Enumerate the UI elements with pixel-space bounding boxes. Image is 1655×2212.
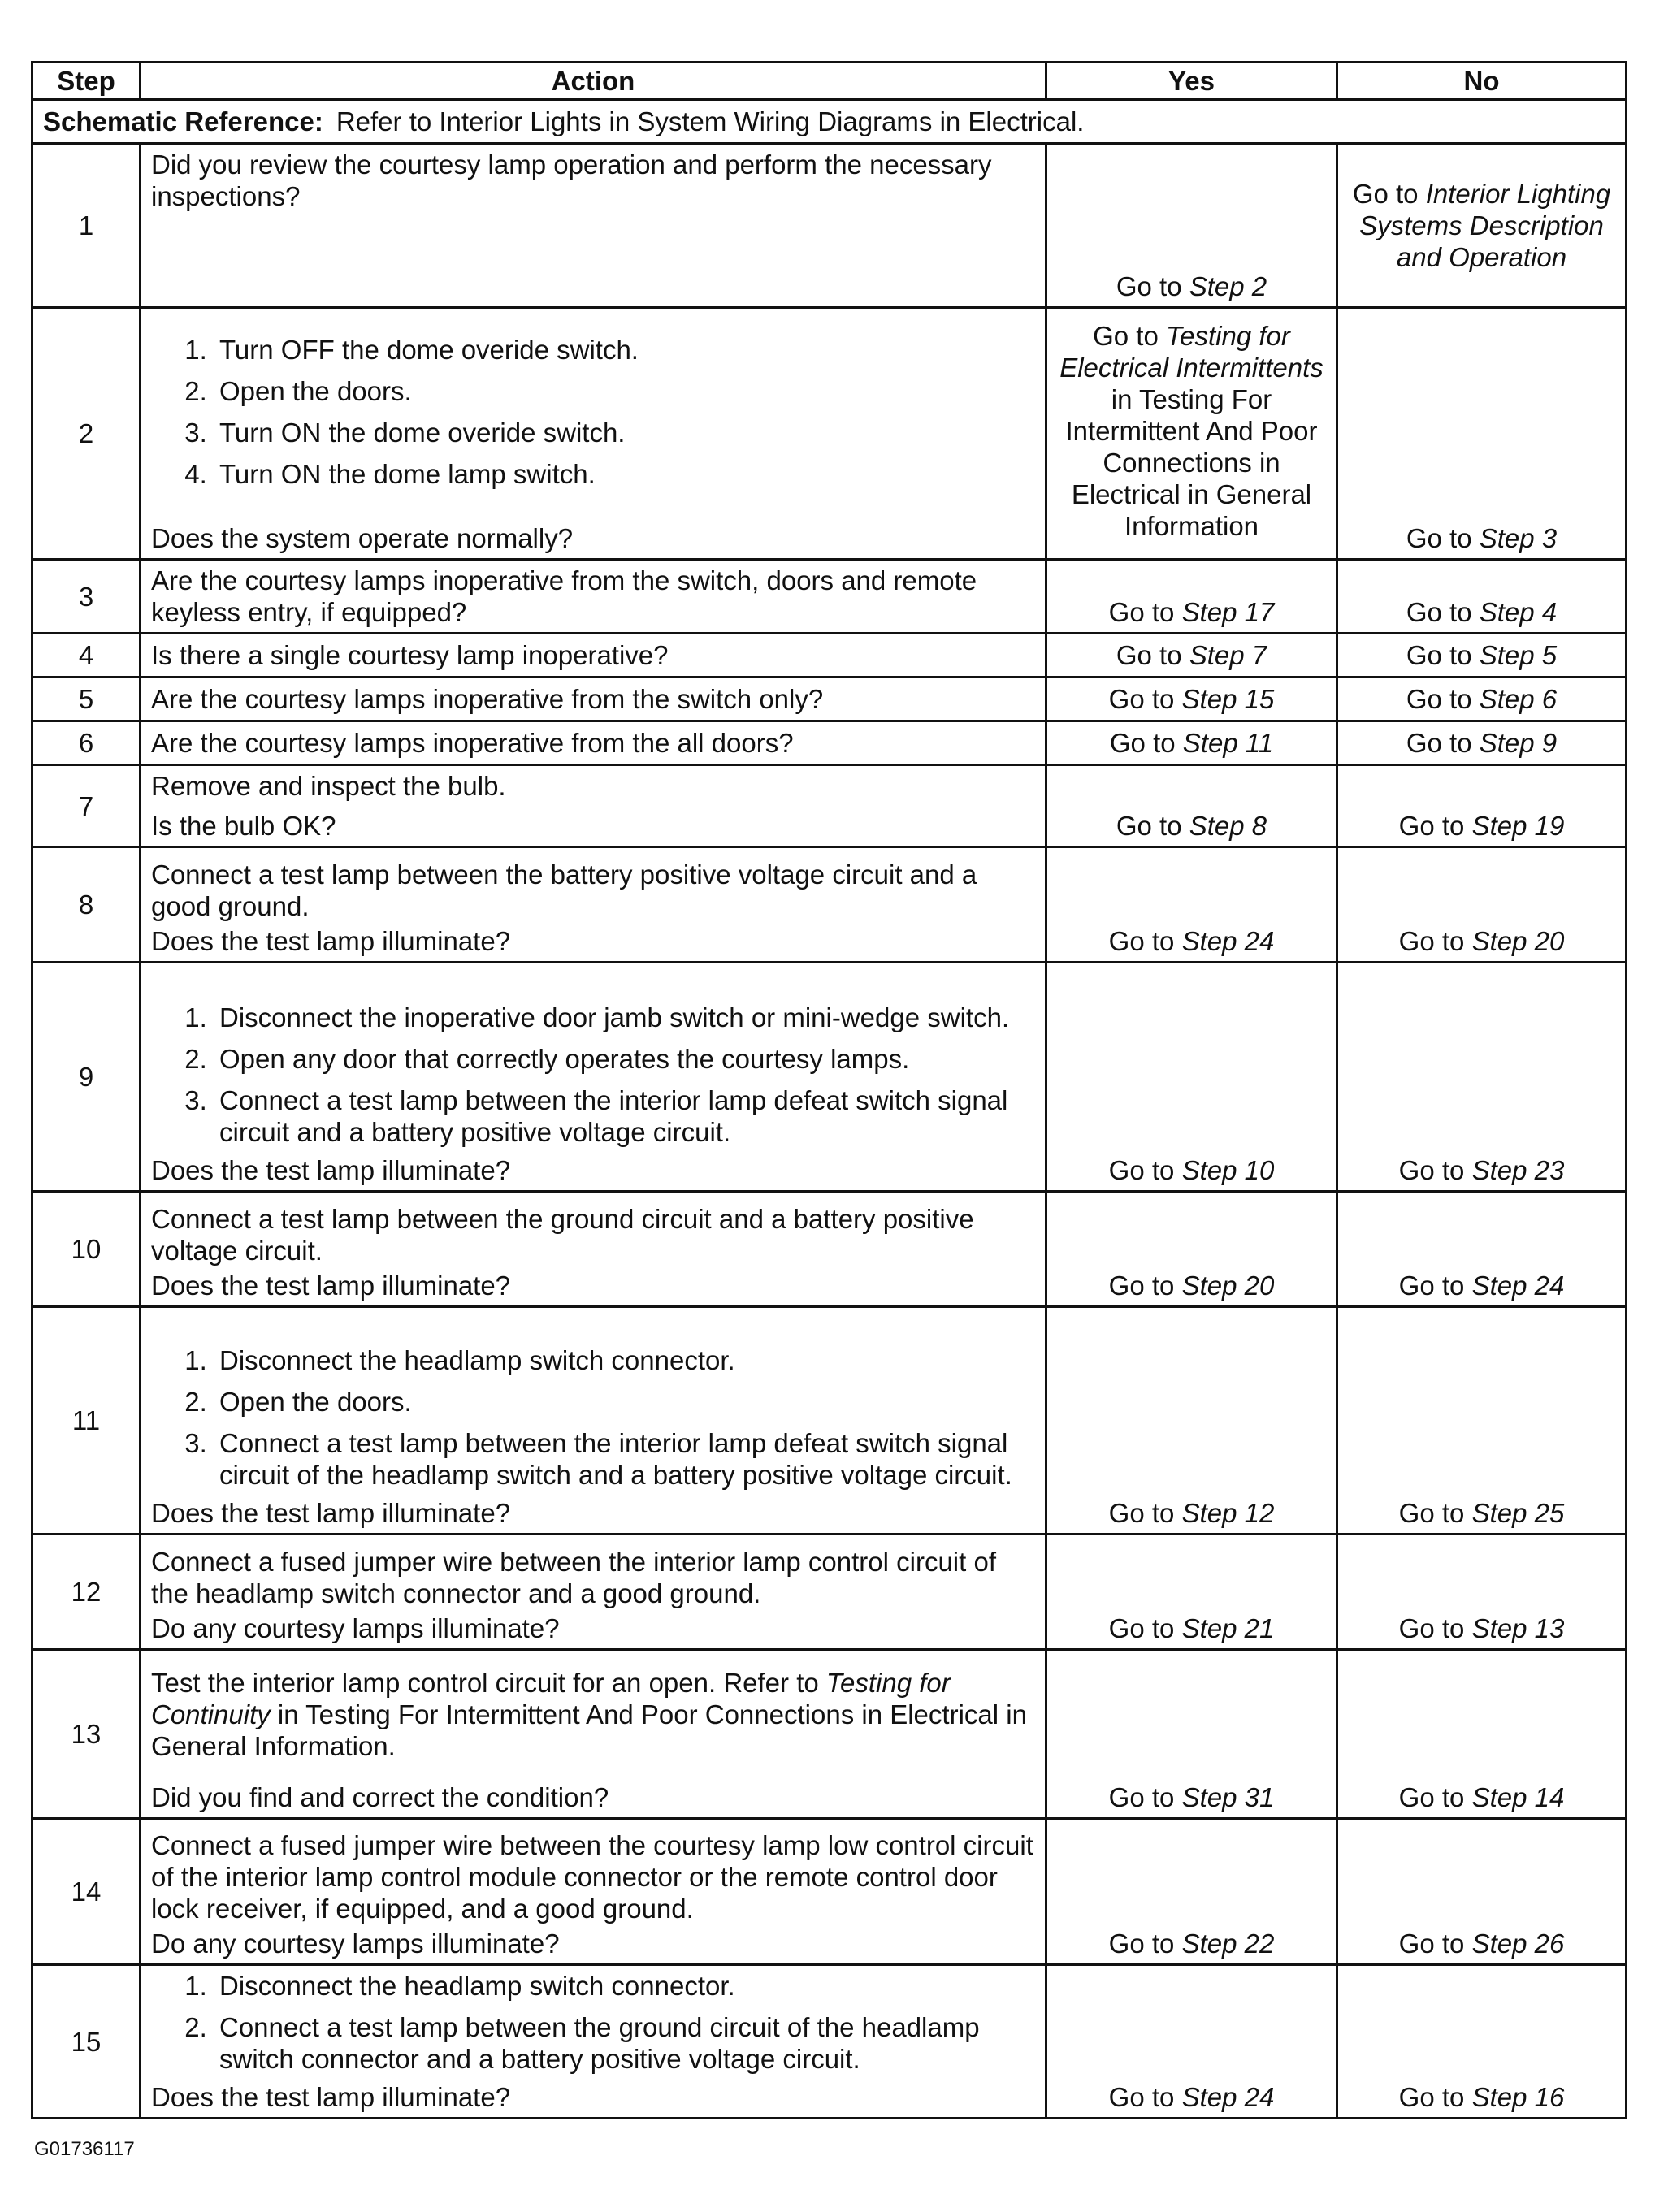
instruction-text: Connect a fused jumper wire between the courtesy lamp low control circuit of the interior lamp control module connector or the remote control door lock receiver, if equipped, and a good ground. [151, 1830, 1033, 1924]
no-cell [1337, 721, 1627, 765]
yes-ref: Step 17 [1181, 597, 1275, 627]
yes-ref: Step 22 [1181, 1928, 1275, 1959]
list-item: 2. Open the doors. [214, 1386, 1035, 1418]
schematic-reference [32, 100, 1627, 144]
action-cell [141, 560, 1046, 634]
action-cell [141, 308, 1046, 560]
yes-ref: Step 2 [1189, 271, 1267, 301]
no-cell [1337, 1819, 1627, 1965]
action-cell [141, 1819, 1046, 1965]
table-row [32, 1819, 1627, 1965]
list-item: 3. Connect a test lamp between the interior lamp defeat switch signal circuit and a battery positive voltage circuit. [214, 1084, 1035, 1148]
procedure-list [151, 1002, 1035, 1148]
no-ref: Step 25 [1471, 1498, 1565, 1528]
question-text: Did you find and correct the condition? [151, 1782, 609, 1812]
yes-cell [1046, 1535, 1337, 1650]
action-cell [141, 677, 1046, 721]
table-row [32, 1650, 1627, 1819]
step-number: 10 [32, 1192, 141, 1307]
table-row [32, 1307, 1627, 1535]
list-item: 3. Turn ON the dome overide switch. [214, 417, 1035, 448]
yes-ref: Step 11 [1182, 728, 1274, 758]
no-ref: Interior Lighting Systems Description and Operation [1359, 179, 1611, 272]
no-ref: Step 13 [1471, 1613, 1565, 1643]
no-prefix: Go to [1398, 1498, 1465, 1528]
step-number: 4 [32, 634, 141, 677]
no-cell [1337, 634, 1627, 677]
yes-prefix: Go to [1108, 1498, 1175, 1528]
question-text: Does the test lamp illuminate? [151, 2082, 511, 2112]
procedure-list [151, 1970, 1035, 2075]
figure-id: G01736117 [34, 2138, 135, 2160]
step-number: 12 [32, 1535, 141, 1650]
question-text: Does the test lamp illuminate? [151, 1270, 511, 1301]
no-prefix: Go to [1406, 684, 1472, 714]
yes-ref: Step 7 [1189, 640, 1267, 670]
instruction-text: Connect a test lamp between the battery positive voltage circuit and a good ground. [151, 859, 977, 921]
step-number: 8 [32, 847, 141, 963]
list-item: 1. Turn OFF the dome overide switch. [214, 334, 1035, 366]
no-prefix: Go to [1398, 1613, 1465, 1643]
action-cell [141, 963, 1046, 1192]
no-ref: Step 20 [1471, 926, 1565, 956]
action-cell [141, 144, 1046, 308]
action-cell [141, 1965, 1046, 2119]
yes-cell [1046, 1650, 1337, 1819]
table-row [32, 1192, 1627, 1307]
diagnostic-table [31, 61, 1627, 2119]
no-prefix: Go to [1406, 640, 1472, 670]
action-cell [141, 847, 1046, 963]
yes-cell [1046, 1307, 1337, 1535]
yes-suffix: in Testing For Intermittent And Poor Connections in Electrical in General Information [1065, 384, 1318, 541]
no-ref: Step 19 [1471, 811, 1565, 841]
list-item: 2. Connect a test lamp between the ground circuit of the headlamp switch connector and a battery positive voltage circuit. [214, 2011, 1035, 2075]
instruction-part: in Testing For Intermittent And Poor Connections in Electrical in General Information. [151, 1699, 1027, 1761]
no-prefix: Go to [1398, 1155, 1465, 1185]
table-row [32, 560, 1627, 634]
table-row [32, 1535, 1627, 1650]
no-ref: Step 26 [1471, 1928, 1565, 1959]
no-ref: Step 24 [1471, 1270, 1565, 1301]
question-text: Is there a single courtesy lamp inoperative? [151, 640, 669, 670]
action-cell [141, 1192, 1046, 1307]
no-cell [1337, 847, 1627, 963]
table-row [32, 847, 1627, 963]
yes-cell [1046, 1819, 1337, 1965]
yes-cell [1046, 1192, 1337, 1307]
list-item: 1. Disconnect the headlamp switch connector. [214, 1970, 1035, 2002]
no-cell [1337, 963, 1627, 1192]
yes-prefix: Go to [1108, 2082, 1175, 2112]
no-prefix: Go to [1398, 2082, 1465, 2112]
no-ref: Step 4 [1479, 597, 1558, 627]
step-number: 6 [32, 721, 141, 765]
yes-ref: Step 31 [1181, 1782, 1275, 1812]
instruction-ref: Testing for Continuity [151, 1668, 951, 1729]
yes-prefix: Go to [1109, 728, 1176, 758]
yes-ref: Step 21 [1181, 1613, 1275, 1643]
step-number: 9 [32, 963, 141, 1192]
list-item: 2. Open any door that correctly operates the courtesy lamps. [214, 1043, 1035, 1075]
schematic-label: Schematic Reference: [43, 106, 323, 136]
no-ref: Step 6 [1479, 684, 1558, 714]
yes-ref: Step 20 [1181, 1270, 1275, 1301]
table-row [32, 765, 1627, 847]
yes-ref: Step 15 [1181, 684, 1275, 714]
list-item: 3. Connect a test lamp between the interior lamp defeat switch signal circuit of the headlamp switch and a battery positive voltage circuit. [214, 1427, 1035, 1491]
yes-cell [1046, 963, 1337, 1192]
question-text: Did you review the courtesy lamp operation and perform the necessary inspections? [151, 149, 992, 211]
schematic-text: Refer to Interior Lights in System Wiring Diagrams in Electrical. [336, 106, 1085, 136]
procedure-list [151, 1344, 1035, 1491]
instruction-text [151, 1667, 1035, 1762]
action-cell [141, 634, 1046, 677]
table-header-row [32, 63, 1627, 100]
question-text: Does the test lamp illuminate? [151, 926, 511, 956]
step-number: 7 [32, 765, 141, 847]
list-item: 1. Disconnect the inoperative door jamb switch or mini-wedge switch. [214, 1002, 1035, 1033]
yes-cell [1046, 560, 1337, 634]
no-cell [1337, 308, 1627, 560]
yes-ref: Step 24 [1181, 926, 1275, 956]
no-prefix: Go to [1406, 728, 1472, 758]
procedure-list [151, 334, 1035, 490]
question-text: Are the courtesy lamps inoperative from the switch only? [151, 684, 824, 714]
no-cell [1337, 1535, 1627, 1650]
table-row [32, 963, 1627, 1192]
header-no: No [1337, 63, 1627, 100]
no-prefix: Go to [1352, 179, 1419, 209]
no-cell [1337, 1307, 1627, 1535]
instruction-text: Connect a test lamp between the ground circuit and a battery positive voltage circuit. [151, 1204, 974, 1266]
no-prefix: Go to [1398, 1782, 1465, 1812]
step-number: 1 [32, 144, 141, 308]
yes-cell [1046, 308, 1337, 560]
table-row [32, 634, 1627, 677]
yes-prefix: Go to [1108, 684, 1175, 714]
yes-ref: Testing for Electrical Intermittents [1059, 321, 1324, 383]
step-number: 13 [32, 1650, 141, 1819]
no-ref: Step 14 [1471, 1782, 1565, 1812]
yes-prefix: Go to [1116, 811, 1182, 841]
list-item: 2. Open the doors. [214, 375, 1035, 407]
instruction-text: Remove and inspect the bulb. [151, 771, 506, 801]
question-text: Does the test lamp illuminate? [151, 1498, 511, 1528]
question-text: Are the courtesy lamps inoperative from the all doors? [151, 728, 794, 758]
no-prefix: Go to [1398, 1928, 1465, 1959]
yes-prefix: Go to [1108, 1782, 1175, 1812]
step-number: 15 [32, 1965, 141, 2119]
yes-prefix: Go to [1108, 1613, 1175, 1643]
yes-prefix: Go to [1108, 926, 1175, 956]
step-number: 14 [32, 1819, 141, 1965]
yes-cell [1046, 677, 1337, 721]
action-cell [141, 721, 1046, 765]
no-prefix: Go to [1398, 1270, 1465, 1301]
list-item: 4. Turn ON the dome lamp switch. [214, 458, 1035, 490]
no-cell [1337, 1965, 1627, 2119]
table-row [32, 677, 1627, 721]
no-ref: Step 9 [1479, 728, 1558, 758]
no-cell [1337, 1650, 1627, 1819]
yes-prefix: Go to [1108, 1928, 1175, 1959]
action-cell [141, 1307, 1046, 1535]
yes-prefix: Go to [1108, 597, 1175, 627]
header-step: Step [32, 63, 141, 100]
no-ref: Step 23 [1471, 1155, 1565, 1185]
step-number: 2 [32, 308, 141, 560]
step-number: 3 [32, 560, 141, 634]
action-cell [141, 1650, 1046, 1819]
question-text: Does the system operate normally? [151, 523, 574, 553]
yes-prefix: Go to [1116, 271, 1182, 301]
yes-ref: Step 8 [1189, 811, 1267, 841]
yes-cell [1046, 847, 1337, 963]
no-prefix: Go to [1398, 926, 1465, 956]
no-cell [1337, 144, 1627, 308]
no-cell [1337, 1192, 1627, 1307]
table-row [32, 721, 1627, 765]
no-ref: Step 16 [1471, 2082, 1565, 2112]
question-text: Do any courtesy lamps illuminate? [151, 1928, 560, 1959]
no-ref: Step 5 [1479, 640, 1558, 670]
yes-cell [1046, 721, 1337, 765]
yes-ref: Step 10 [1181, 1155, 1275, 1185]
action-cell [141, 765, 1046, 847]
no-prefix: Go to [1406, 597, 1472, 627]
action-cell [141, 1535, 1046, 1650]
yes-cell [1046, 1965, 1337, 2119]
no-ref: Step 3 [1479, 523, 1558, 553]
yes-prefix: Go to [1093, 321, 1159, 351]
yes-prefix: Go to [1108, 1155, 1175, 1185]
yes-cell [1046, 634, 1337, 677]
yes-prefix: Go to [1108, 1270, 1175, 1301]
yes-ref: Step 12 [1181, 1498, 1275, 1528]
yes-cell [1046, 144, 1337, 308]
step-number: 11 [32, 1307, 141, 1535]
instruction-text: Connect a fused jumper wire between the interior lamp control circuit of the headlamp switch connector and a good ground. [151, 1547, 996, 1608]
header-yes: Yes [1046, 63, 1337, 100]
question-text: Does the test lamp illuminate? [151, 1155, 511, 1185]
table-row [32, 1965, 1627, 2119]
no-cell [1337, 765, 1627, 847]
table-row [32, 308, 1627, 560]
table-row [32, 144, 1627, 308]
no-cell [1337, 677, 1627, 721]
no-prefix: Go to [1398, 811, 1465, 841]
instruction-part: Test the interior lamp control circuit for an open. Refer to [151, 1668, 819, 1698]
header-action: Action [141, 63, 1046, 100]
yes-ref: Step 24 [1181, 2082, 1275, 2112]
step-number: 5 [32, 677, 141, 721]
schematic-reference-row [32, 100, 1627, 144]
no-prefix: Go to [1406, 523, 1472, 553]
yes-prefix: Go to [1116, 640, 1182, 670]
question-text: Are the courtesy lamps inoperative from the switch, doors and remote keyless entry, if equipped? [151, 565, 977, 627]
no-cell [1337, 560, 1627, 634]
list-item: 1. Disconnect the headlamp switch connector. [214, 1344, 1035, 1376]
question-text: Do any courtesy lamps illuminate? [151, 1613, 560, 1643]
question-text: Is the bulb OK? [151, 811, 336, 841]
yes-cell [1046, 765, 1337, 847]
